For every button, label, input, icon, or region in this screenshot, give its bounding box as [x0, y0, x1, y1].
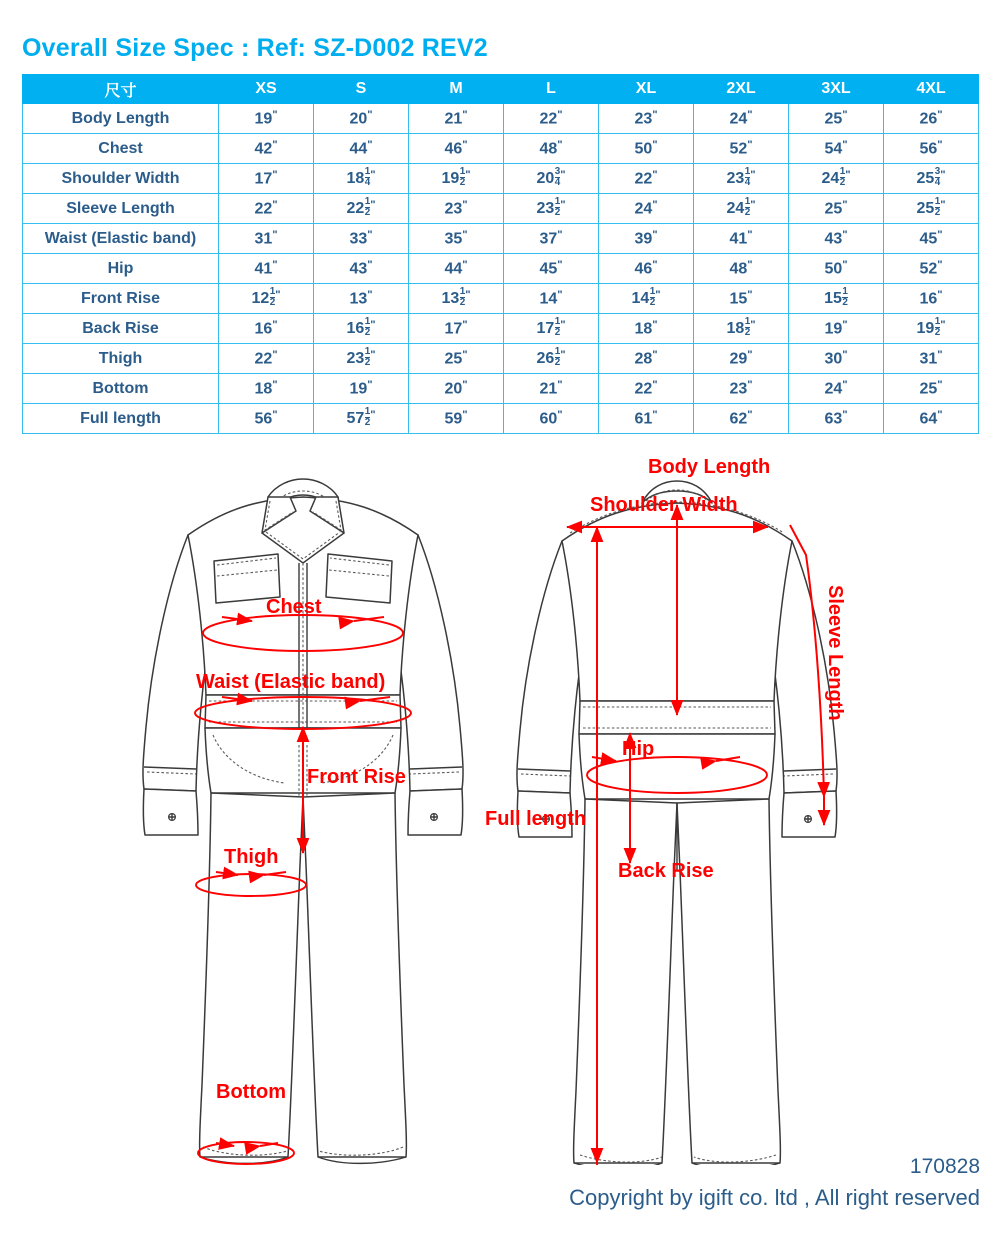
table-row: [23, 134, 979, 164]
measurement-value: 25 $\frac{1}{2}$ ": [884, 194, 979, 224]
measurement-value: 63": [789, 404, 884, 434]
measurement-value: 41": [219, 254, 314, 284]
measurement-label: Front Rise: [23, 284, 219, 314]
measurement-value: 26 $\frac{1}{2}$ ": [504, 344, 599, 374]
measurement-value: 23": [409, 194, 504, 224]
measurement-value: 17": [409, 314, 504, 344]
measurement-value: 44": [409, 254, 504, 284]
measurement-value: 23 $\frac{1}{2}$ ": [314, 344, 409, 374]
coverall-front-view: [143, 479, 463, 1164]
table-row: [23, 284, 979, 314]
measurement-value: 45": [504, 254, 599, 284]
measurement-value: 22": [219, 194, 314, 224]
measurement-value: 26": [884, 104, 979, 134]
measurement-value: 19": [219, 104, 314, 134]
label-front-rise: Front Rise: [307, 766, 406, 788]
label-hip: Hip: [622, 738, 655, 760]
measurement-value: 25": [884, 374, 979, 404]
measurement-value: 22": [599, 164, 694, 194]
measurement-value: 52": [884, 254, 979, 284]
document-code: 170828: [909, 1155, 980, 1178]
measurement-value: 23": [599, 104, 694, 134]
measurement-value: 50": [789, 254, 884, 284]
measurement-label: Waist (Elastic band): [23, 224, 219, 254]
measurement-value: 24 $\frac{1}{2}$ ": [694, 194, 789, 224]
measurement-label: Back Rise: [23, 314, 219, 344]
table-row: [23, 344, 979, 374]
label-sleeve-length: Sleeve Length: [824, 585, 846, 721]
measurement-label: Full length: [23, 404, 219, 434]
measurement-value: 19": [789, 314, 884, 344]
measurement-value: 48": [504, 134, 599, 164]
measurement-value: 28": [599, 344, 694, 374]
table-row: [23, 254, 979, 284]
garment-illustrations: [0, 445, 1000, 1165]
label-waist: Waist (Elastic band): [196, 671, 386, 693]
table-header: [23, 75, 979, 104]
table-row: [23, 164, 979, 194]
measurement-value: 21": [409, 104, 504, 134]
measurement-value: 18": [219, 374, 314, 404]
measurement-value: 12 $\frac{1}{2}$ ": [219, 284, 314, 314]
coverall-back-view: [485, 456, 846, 1165]
table-row: [23, 194, 979, 224]
measurement-label: Thigh: [23, 344, 219, 374]
measurement-value: 16": [884, 284, 979, 314]
label-body-length: Body Length: [648, 456, 771, 478]
measurement-value: 52": [694, 134, 789, 164]
column-header-size-2xl: 2XL: [694, 75, 789, 104]
measurement-value: 60": [504, 404, 599, 434]
measurement-value: 15 $\frac{1}{2}$: [789, 284, 884, 314]
measurement-value: 16 $\frac{1}{2}$ ": [314, 314, 409, 344]
column-header-size-m: M: [409, 75, 504, 104]
measurement-label: Body Length: [23, 104, 219, 134]
measurement-value: 22": [219, 344, 314, 374]
column-header-size-l: L: [504, 75, 599, 104]
table-row: [23, 374, 979, 404]
measurement-value: 20": [314, 104, 409, 134]
measurement-value: 54": [789, 134, 884, 164]
measurement-label: Shoulder Width: [23, 164, 219, 194]
column-header-size-3xl: 3XL: [789, 75, 884, 104]
table-body: [23, 104, 979, 434]
measurement-value: 17 $\frac{1}{2}$ ": [504, 314, 599, 344]
measurement-value: 14 $\frac{1}{2}$ ": [599, 284, 694, 314]
measurement-value: 13": [314, 284, 409, 314]
measurement-value: 31": [884, 344, 979, 374]
table-row: [23, 314, 979, 344]
table-header-row: [23, 75, 979, 104]
measurement-value: 50": [599, 134, 694, 164]
measurement-value: 18 $\frac{1}{4}$ ": [314, 164, 409, 194]
label-shoulder-width: Shoulder Width: [590, 494, 738, 516]
measurement-value: 13 $\frac{1}{2}$ ": [409, 284, 504, 314]
measurement-value: 43": [314, 254, 409, 284]
measurement-value: 44": [314, 134, 409, 164]
label-full-length: Full length: [485, 808, 587, 830]
table-row: [23, 104, 979, 134]
measurement-value: 62": [694, 404, 789, 434]
measurement-value: 41": [694, 224, 789, 254]
measurement-label: Chest: [23, 134, 219, 164]
measurement-value: 56": [884, 134, 979, 164]
column-header-measurement: 尺寸: [23, 75, 219, 104]
measurement-value: 14": [504, 284, 599, 314]
measurement-value: 25": [789, 104, 884, 134]
measurement-value: 24 $\frac{1}{2}$ ": [789, 164, 884, 194]
measurement-value: 59": [409, 404, 504, 434]
measurement-value: 19": [314, 374, 409, 404]
copyright-notice: Copyright by igift co. ltd , All right reserved: [569, 1185, 980, 1210]
measurement-value: 19 $\frac{1}{2}$ ": [884, 314, 979, 344]
measurement-value: 37": [504, 224, 599, 254]
measurement-value: 43": [789, 224, 884, 254]
measurement-value: 24": [789, 374, 884, 404]
table-row: [23, 404, 979, 434]
column-header-size-xl: XL: [599, 75, 694, 104]
measurement-value: 57 $\frac{1}{2}$ ": [314, 404, 409, 434]
label-back-rise: Back Rise: [618, 860, 714, 882]
column-header-size-4xl: 4XL: [884, 75, 979, 104]
measurement-value: 30": [789, 344, 884, 374]
measurement-value: 22": [599, 374, 694, 404]
measurement-value: 31": [219, 224, 314, 254]
measurement-value: 20": [409, 374, 504, 404]
measurement-value: 45": [884, 224, 979, 254]
measurement-value: 46": [599, 254, 694, 284]
label-thigh: Thigh: [224, 846, 279, 868]
measurement-value: 21": [504, 374, 599, 404]
measurement-value: 24": [599, 194, 694, 224]
measurement-value: 23 $\frac{1}{4}$ ": [694, 164, 789, 194]
measurement-value: 56": [219, 404, 314, 434]
column-header-size-s: S: [314, 75, 409, 104]
size-spec-table: [22, 74, 979, 434]
page-title: Overall Size Spec : Ref: SZ-D002 REV2: [22, 34, 488, 62]
measurement-value: 25": [789, 194, 884, 224]
measurement-value: 16": [219, 314, 314, 344]
measurement-value: 20 $\frac{3}{4}$ ": [504, 164, 599, 194]
measurement-value: 42": [219, 134, 314, 164]
measurement-value: 48": [694, 254, 789, 284]
measurement-value: 23 $\frac{1}{2}$ ": [504, 194, 599, 224]
measurement-value: 46": [409, 134, 504, 164]
label-chest: Chest: [266, 596, 322, 618]
measurement-label: Hip: [23, 254, 219, 284]
measurement-value: 22": [504, 104, 599, 134]
measurement-value: 25 $\frac{3}{4}$ ": [884, 164, 979, 194]
measurement-value: 19 $\frac{1}{2}$ ": [409, 164, 504, 194]
label-bottom: Bottom: [216, 1081, 286, 1103]
measurement-value: 22 $\frac{1}{2}$ ": [314, 194, 409, 224]
measurement-value: 61": [599, 404, 694, 434]
measurement-value: 25": [409, 344, 504, 374]
measurement-value: 23": [694, 374, 789, 404]
measurement-label: Bottom: [23, 374, 219, 404]
measurement-value: 39": [599, 224, 694, 254]
measurement-value: 18 $\frac{1}{2}$ ": [694, 314, 789, 344]
column-header-size-xs: XS: [219, 75, 314, 104]
measurement-label: Sleeve Length: [23, 194, 219, 224]
measurement-value: 24": [694, 104, 789, 134]
measurement-value: 35": [409, 224, 504, 254]
measurement-value: 29": [694, 344, 789, 374]
measurement-value: 64": [884, 404, 979, 434]
table-row: [23, 224, 979, 254]
measurement-value: 18": [599, 314, 694, 344]
measurement-value: 15": [694, 284, 789, 314]
measurement-value: 17": [219, 164, 314, 194]
measurement-value: 33": [314, 224, 409, 254]
